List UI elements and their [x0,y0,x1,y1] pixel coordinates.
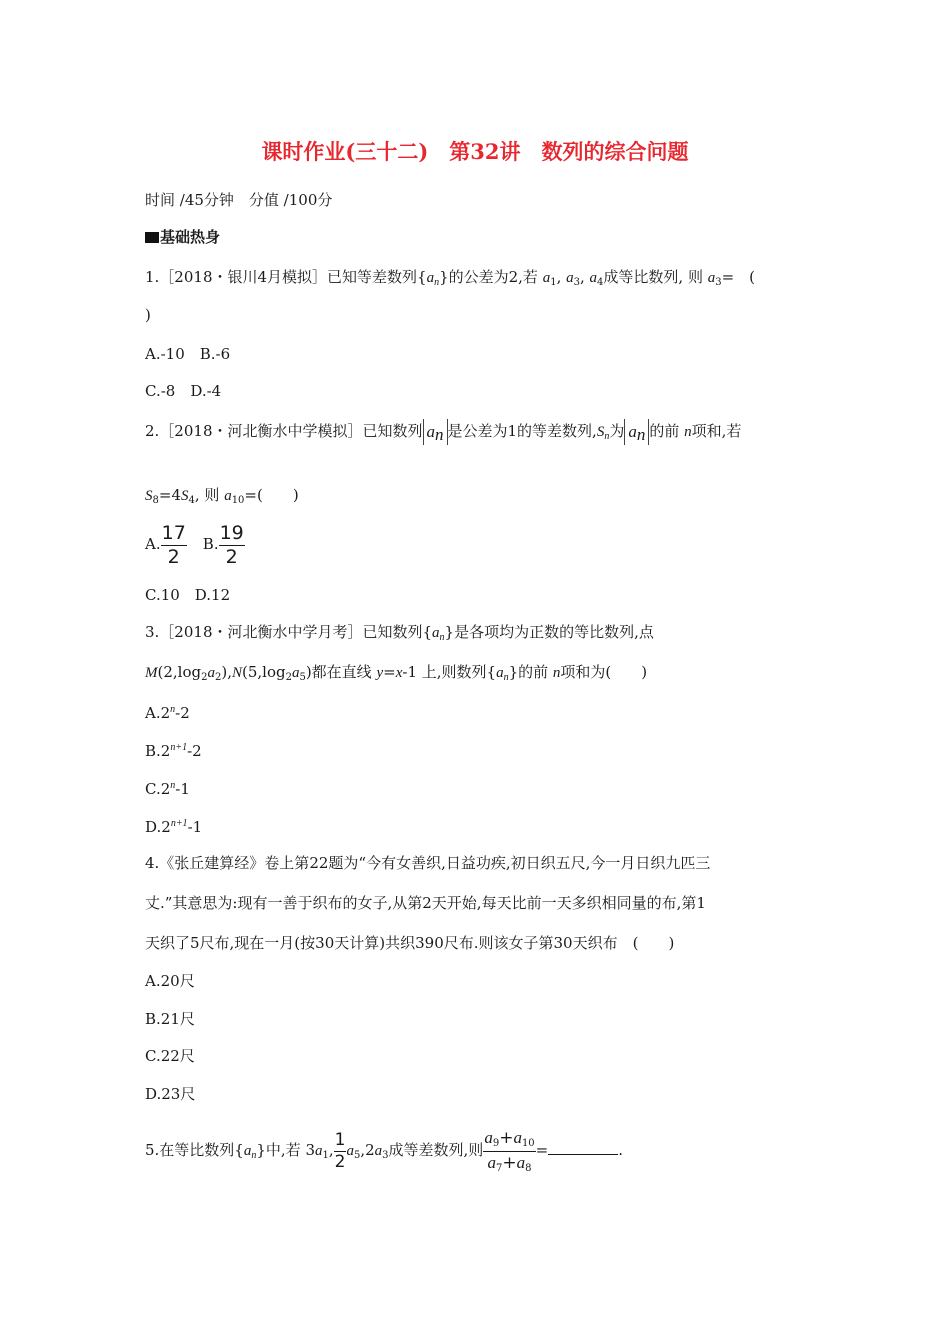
var-a: a [243,1143,252,1159]
option-text: B.2 [145,742,171,760]
sub-9: 9 [492,1137,500,1149]
q4-option-d: D.23尺 [145,1085,196,1103]
var-a: a [484,1127,493,1147]
time-score-meta: 时间 /45分钟 分值 /100分 [145,191,333,209]
q3-text: (2,log [157,663,202,681]
section-heading [145,227,220,247]
var-a: a [628,422,637,441]
var-n: n [684,424,692,440]
var-a: a [207,665,215,681]
q2-text: 为 [609,422,625,440]
q2-text: 项和,若 [691,422,742,440]
sub-2: 2 [214,672,222,683]
q3-option-a [145,700,190,723]
q3-option-b [145,738,202,761]
sub-2: 2 [201,672,208,683]
sub-1: 1 [322,1150,329,1161]
q2-text: 是公差为1的等差数列, [447,422,597,440]
q2-options-ab [145,522,245,567]
q4-option-c: C.22尺 [145,1047,195,1065]
q3-text: ), [221,663,232,681]
sub-1: 1 [550,277,557,288]
section-marker [145,232,159,243]
superscript: n [170,704,176,715]
numerator: 17 [161,521,186,544]
var-N: N [231,665,242,681]
option-text: D.2 [145,818,171,836]
var-a: a [487,1152,496,1172]
var-y: y [376,665,384,681]
q2-options-cd: C.10 D.12 [145,586,231,604]
question-4-line1: 4.《张丘建算经》卷上第22题为“今有女善织,日益功疾,初日织五尺,今一月日织九匹三 [145,854,711,872]
q5-text: , [328,1141,334,1159]
sub-n: n [636,425,646,444]
var-a: a [346,1143,354,1159]
question-2 [145,418,741,450]
sub-10: 10 [521,1137,535,1149]
question-4-line3: 天织了5尺布,现在一月(按30天计算)共织390尺布.则该女子第30天织布 ( ) [145,934,675,952]
q2-text: 的前 [649,422,685,440]
var-S: S [145,488,153,504]
sub-8: 8 [525,1162,532,1174]
var-a: a [707,270,716,286]
var-M: M [145,665,158,681]
sub-4: 4 [597,277,604,288]
denominator: 2 [334,1151,346,1172]
sub-n: n [435,425,444,444]
superscript: n+1 [170,742,188,753]
plus-sign: + [502,1152,517,1173]
denominator: 2 [167,545,180,568]
sub-n: n [604,431,610,442]
q1-close-paren: ) [145,306,151,324]
q3-text: 3.［2018・河北衡水中学月考］已知数列{ [145,623,433,641]
q5-text: . [618,1141,624,1159]
var-n: n [552,665,561,681]
option-text: A.2 [145,704,171,722]
denominator: 2 [225,545,238,568]
var-a: a [566,270,574,286]
var-S: S [181,488,189,504]
var-a: a [291,665,300,681]
var-a: a [314,1143,323,1159]
fraction-1-2 [334,1129,347,1172]
sub-n: n [503,672,509,683]
q3-option-d [145,814,202,837]
sub-n: n [439,632,445,643]
option-text: C.2 [145,780,171,798]
fraction-17-2 [161,521,187,568]
q1-text: }的公差为2,若 [439,268,543,286]
question-1: 1.［2018・银川4月模拟］已知等差数列$\{a_n\}$的公差为2,若 $a_1$, $a_3$, $a_4$成等比数列, 则 $a_3=$ ( [145,268,756,288]
superscript: n+1 [170,818,188,829]
q3-text: }的前 [508,663,553,681]
ratio-fraction [483,1129,535,1174]
option-label: A. [145,535,161,553]
option-text: -2 [187,742,202,760]
answer-blank[interactable] [548,1140,618,1155]
var-a: a [516,1152,526,1172]
var-a: a [426,422,435,441]
sub-n: n [251,1150,257,1161]
plus-sign: + [499,1127,514,1148]
sub-2: 2 [285,672,292,683]
q1-text: 1.［2018・银川4月模拟］已知等差数列{ [145,268,427,286]
var-a: a [589,270,598,286]
sub-4: 4 [188,495,195,506]
question-4-line2: 丈.”其意思为:现有一善于织布的女子,从第2天开始,每天比前一天多织相同量的布,第1 [145,894,706,912]
var-x: x [395,665,403,681]
q3-text: }是各项均为正数的等比数列,点 [444,623,654,641]
sub-3: 3 [382,1150,389,1161]
sequence-braces [624,419,649,445]
option-text: -1 [175,780,190,798]
var-a: a [496,665,504,681]
equals-sign: = [383,663,396,681]
q1-text: = ( [721,268,756,286]
numerator: 19 [219,521,244,544]
section-title: 基础热身 [160,228,221,246]
q2-text: , 则 [194,486,225,504]
q2-text: =( ) [244,486,299,504]
superscript: n [170,780,176,791]
q2-text: =4 [158,486,181,504]
var-a: a [542,270,551,286]
sequence-braces [423,419,448,445]
question-3-line2 [145,662,647,688]
q5-text: = [535,1141,549,1159]
sub-5: 5 [299,672,306,683]
q4-option-a: A.20尺 [145,972,195,990]
var-a: a [432,625,440,641]
q3-text: )都在直线 [305,663,377,681]
q3-option-c [145,776,190,799]
q3-text: -1 上,则数列{ [402,663,497,681]
q5-text: 成等差数列,则 [388,1141,484,1159]
numerator [483,1129,535,1152]
q3-text: 项和为( ) [560,663,648,681]
denominator [487,1152,531,1174]
var-a: a [426,270,435,286]
q4-option-b: B.21尺 [145,1010,195,1028]
question-2-line2 [145,485,299,511]
option-label: B. [202,535,219,553]
sub-8: 8 [152,495,159,506]
q2-text: 2.［2018・河北衡水中学模拟］已知数列 [145,422,423,440]
var-a: a [224,488,232,504]
var-a: a [513,1127,522,1147]
question-5 [145,1124,623,1182]
sub-7: 7 [495,1162,503,1174]
sub-3: 3 [573,277,580,288]
option-text: -2 [175,704,190,722]
fraction-19-2 [219,521,245,568]
q1-options-cd: C.-8 D.-4 [145,382,222,400]
var-S: S [596,424,605,440]
q5-text: }中,若 3 [256,1141,315,1159]
q1-options-ab: A.-10 B.-6 [145,345,231,363]
numerator: 1 [334,1129,346,1150]
sub-5: 5 [353,1150,361,1161]
page-title: 课时作业(三十二) 第32讲 数列的综合问题 [261,139,689,164]
sub-n: n [434,277,440,288]
question-3 [145,622,654,648]
option-text: -1 [187,818,203,836]
q1-text: 成等比数列, 则 [603,268,708,286]
q5-text: ,2 [360,1141,375,1159]
q3-text: (5,log [241,663,286,681]
sub-3: 3 [715,277,722,288]
sub-10: 10 [231,495,245,506]
var-a: a [374,1143,383,1159]
q5-text: 5.在等比数列{ [145,1141,244,1159]
